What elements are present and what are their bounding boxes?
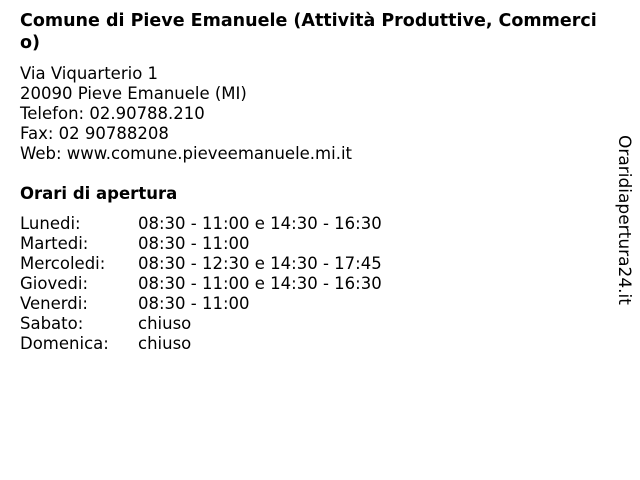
day-label: Sabato: <box>20 314 84 333</box>
time-value: 08:30 - 12:30 e 14:30 - 17:45 <box>138 254 382 273</box>
day-label: Mercoledi: <box>20 254 106 273</box>
page-title: Comune di Pieve Emanuele (Attività Produttive, Commercio) <box>20 11 597 53</box>
time-value: 08:30 - 11:00 e 14:30 - 16:30 <box>138 214 382 233</box>
day-label: Venerdi: <box>20 294 88 313</box>
time-value: 08:30 - 11:00 <box>138 234 250 253</box>
time-value: 08:30 - 11:00 <box>138 294 250 313</box>
site-watermark: Oraridiapertura24.it <box>614 135 634 305</box>
day-label: Lunedi: <box>20 214 81 233</box>
time-value: chiuso <box>138 334 192 353</box>
phone-number: Telefon: 02.90788.210 <box>20 104 205 123</box>
contact-block <box>20 64 352 164</box>
address-street: Via Viquarterio 1 <box>20 64 159 83</box>
time-value: 08:30 - 11:00 e 14:30 - 16:30 <box>138 274 382 293</box>
address-city: 20090 Pieve Emanuele (MI) <box>20 84 247 103</box>
day-label: Domenica: <box>20 334 109 353</box>
website: Web: www.comune.pieveemanuele.mi.it <box>20 144 353 163</box>
day-label: Martedi: <box>20 234 89 253</box>
opening-hours-heading: Orari di apertura <box>20 184 178 203</box>
time-value: chiuso <box>138 314 192 333</box>
day-label: Giovedi: <box>20 274 88 293</box>
fax-number: Fax: 02 90788208 <box>20 124 169 143</box>
